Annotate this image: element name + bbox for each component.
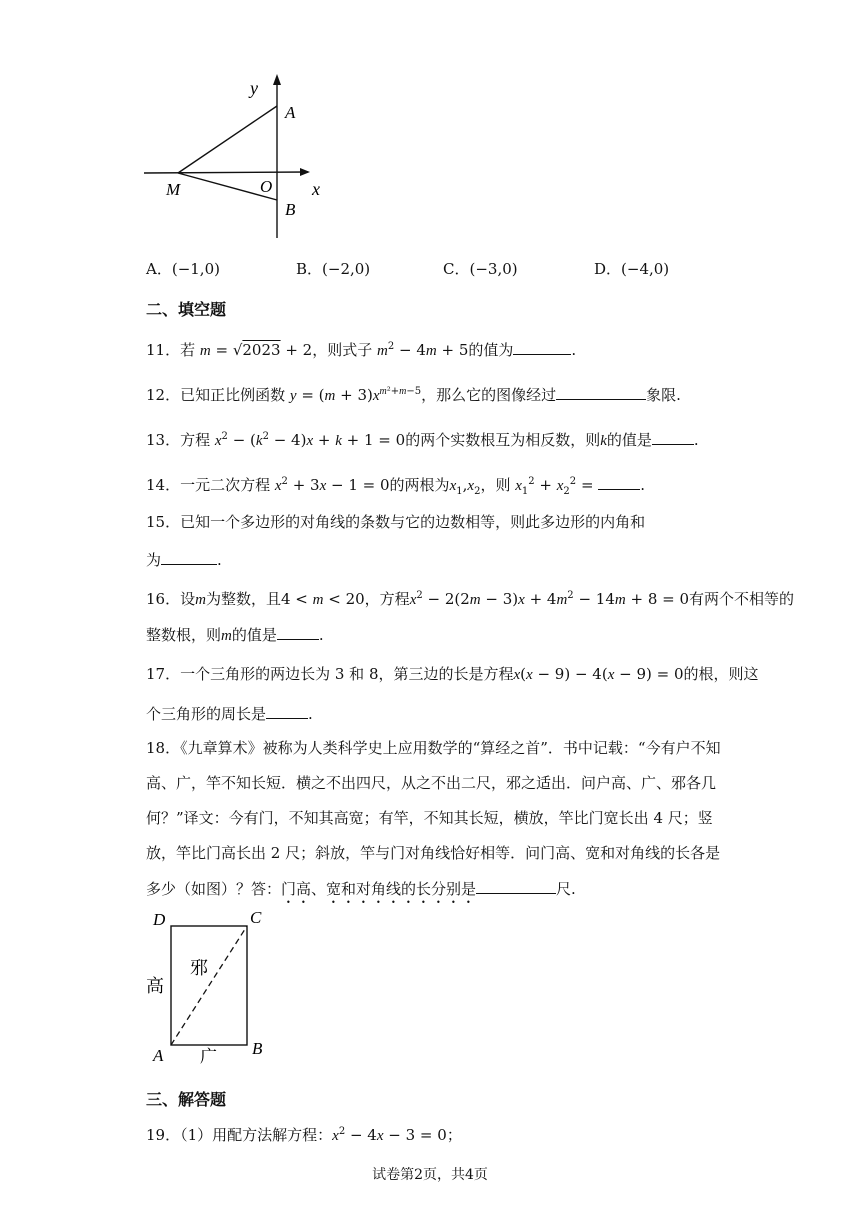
x-axis-arrow-icon <box>300 168 310 176</box>
label-O: O <box>260 177 273 196</box>
option-d[interactable]: D．(−4,0) <box>594 260 670 278</box>
question-19: 19．（1）用配方法解方程：$x^2 - 4x - 3 = 0$； <box>146 1126 462 1144</box>
option-c-value: (−3,0) <box>469 260 518 278</box>
label-B2: B <box>252 1039 263 1058</box>
label-y: y <box>250 78 258 98</box>
option-b[interactable]: B．(−2,0) <box>296 260 371 278</box>
coordinate-figure <box>140 68 340 243</box>
answer-blank-16[interactable] <box>277 624 319 640</box>
question-15: 15．已知一个多边形的对角线的条数与它的边数相等，则此多边形的内角和 <box>146 513 646 531</box>
question-13: 13．方程 $x^2 - (k^2 - 4)x + k + 1 = 0$的两个实数根互为相反数，则k的值是 . <box>146 431 699 449</box>
question-18-line2: 高、广，竿不知长短．横之不出四尺，从之不出二尺，邪之适出．问户高、广、邪各几 <box>146 774 717 792</box>
label-height: 高 <box>146 976 164 997</box>
door-figure <box>140 904 280 1066</box>
option-a-value: (−1,0) <box>171 260 220 278</box>
question-17: 17．一个三角形的两边长为 3 和 8，第三边的长是方程x(x − 9) − 4(x − 9) = 0的根，则这 <box>146 665 759 683</box>
option-d-value: (−4,0) <box>621 260 670 278</box>
segment-MA <box>178 106 277 173</box>
answer-blank-12[interactable] <box>556 384 646 400</box>
label-width: 广 <box>200 1047 217 1066</box>
y-axis-arrow-icon <box>273 74 281 85</box>
question-15-line2: 为 . <box>146 551 222 569</box>
answer-blank-17[interactable] <box>266 703 308 719</box>
question-18: 18．《九章算术》被称为人类科学史上应用数学的“算经之首”．书中记载：“今有户不知 <box>146 739 721 757</box>
question-18-line3: 何？”译文：今有门，不知其高宽；有竿，不知其长短，横放，竿比门宽长出 4 尺；竖 <box>146 809 713 827</box>
question-18-line5: 多少（如图）？答：门高、宽和对角线的长分别是 尺. <box>146 880 576 898</box>
option-b-value: (−2,0) <box>322 260 371 278</box>
option-a[interactable]: A．(−1,0) <box>146 260 220 278</box>
question-11: 11．若 m = √2023 + 2，则式子 $m^2 - 4m + 5$的值为 . <box>146 341 577 359</box>
option-c[interactable]: C．(−3,0) <box>443 260 518 278</box>
answer-blank-18[interactable] <box>476 878 556 894</box>
label-A2: A <box>153 1046 164 1065</box>
label-A: A <box>285 103 296 122</box>
answer-blank-13[interactable] <box>652 429 694 445</box>
label-D: D <box>153 910 166 929</box>
label-C: C <box>250 908 262 927</box>
answer-blank-14[interactable] <box>598 474 640 490</box>
question-12: 12．已知正比例函数 $y = (m + 3)x^{m^2+m-5}$，那么它的图像经过 象限. <box>146 386 681 404</box>
question-14: 14．一元二次方程 $x^2 + 3x - 1 = 0$的两根为$x_1,x_2$，则 $x_1^2 + x_2^2$ = . <box>146 476 646 497</box>
question-17-line2: 个三角形的周长是 . <box>146 705 313 723</box>
section-title-fill-in: 二、填空题 <box>146 300 227 319</box>
question-16-line2: 整数根，则m的值是 . <box>146 626 324 644</box>
section-title-solve: 三、解答题 <box>146 1090 227 1109</box>
label-B: B <box>285 200 296 219</box>
label-diagonal: 邪 <box>190 958 208 979</box>
page-footer: 试卷第2页，共4页 <box>372 1167 488 1183</box>
answer-blank-15[interactable] <box>161 549 217 565</box>
question-16: 16．设m为整数，且4 < m < 20，方程$x^2 - 2(2m - 3)x + 4m^2 - 14m + 8 = 0$有两个不相等的 <box>146 590 795 608</box>
label-x: x <box>312 179 320 199</box>
x-axis <box>144 172 308 173</box>
door-diagonal <box>171 926 247 1045</box>
question-18-line4: 放，竿比门高长出 2 尺；斜放，竿与门对角线恰好相等．问门高、宽和对角线的长各是 <box>146 844 721 862</box>
answer-blank-11[interactable] <box>513 339 571 355</box>
label-M: M <box>166 180 181 199</box>
